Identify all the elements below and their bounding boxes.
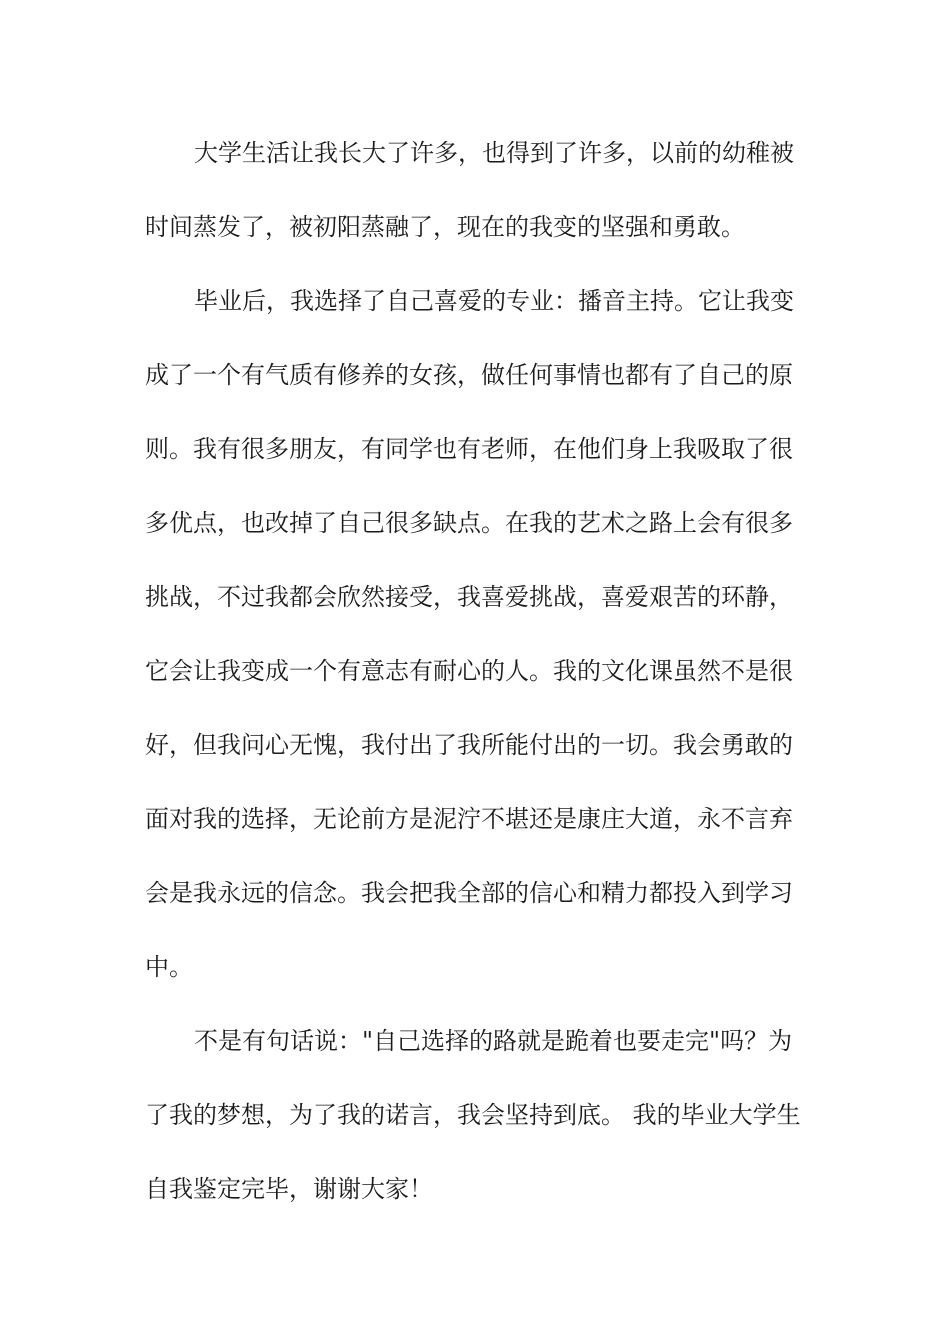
document-body (145, 128, 810, 1238)
text-line: 大学生活让我长大了许多，也得到了许多，以前的幼稚被 (194, 139, 794, 167)
text-line: 则。我有很多朋友，有同学也有老师，在他们身上我吸取了很 (145, 435, 793, 463)
text-line: 会是我永远的信念。我会把我全部的信心和精力都投入到学习 (145, 879, 793, 907)
text-line: 不是有句话说："自己选择的路就是跪着也要走完"吗？为 (194, 1027, 793, 1055)
text-line: 多优点，也改掉了自己很多缺点。在我的艺术之路上会有很多 (145, 509, 793, 537)
text-line: 毕业后，我选择了自己喜爱的专业：播音主持。它让我变 (194, 287, 794, 315)
text-line: 自我鉴定完毕，谢谢大家！ (145, 1175, 433, 1203)
paragraph-3 (145, 1016, 810, 1238)
paragraph-2 (145, 276, 810, 1016)
paragraph-1 (145, 128, 810, 276)
text-line: 中。 (145, 953, 193, 981)
text-line: 成了一个有气质有修养的女孩，做任何事情也都有了自己的原 (145, 361, 793, 389)
text-line: 它会让我变成一个有意志有耐心的人。我的文化课虽然不是很 (145, 657, 793, 685)
text-line: 好，但我问心无愧，我付出了我所能付出的一切。我会勇敢的 (145, 731, 793, 759)
text-line: 挑战，不过我都会欣然接受，我喜爱挑战，喜爱艰苦的环静， (145, 583, 793, 611)
text-line: 了我的梦想，为了我的诺言，我会坚持到底。 我的毕业大学生 (145, 1101, 801, 1129)
text-line: 面对我的选择，无论前方是泥泞不堪还是康庄大道，永不言弃 (145, 805, 793, 833)
text-line: 时间蒸发了，被初阳蒸融了，现在的我变的坚强和勇敢。 (145, 213, 745, 241)
